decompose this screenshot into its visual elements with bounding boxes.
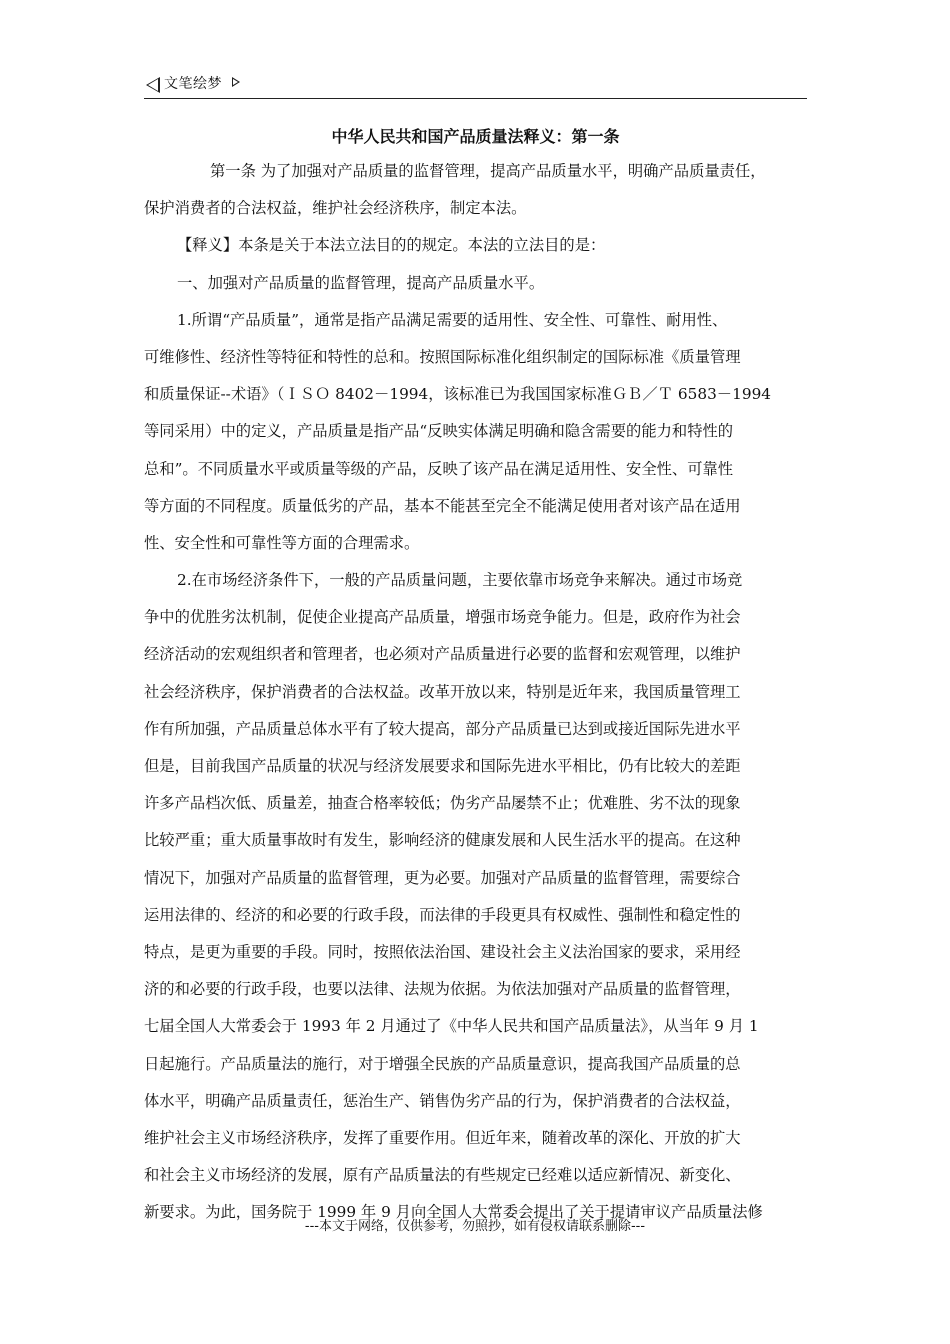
text-line: 一、加强对产品质量的监督管理，提高产品质量水平。 <box>177 273 545 292</box>
text-line: 新要求。为此，国务院于 1999 年 9 月向全国人大常委会提出了关于提请审议产品质量法修 <box>144 1203 763 1222</box>
text-line: 等同采用）中的定义，产品质量是指产品“反映实体满足明确和隐含需要的能力和特性的 <box>144 422 734 441</box>
text-line: 七届全国人大常委会于 1993 年 2 月通过了《中华人民共和国产品质量法》，从当年 9 月 1 <box>144 1017 759 1036</box>
left-triangle-icon <box>146 77 160 93</box>
text-line: 保护消费者的合法权益，维护社会经济秩序，制定本法。 <box>144 199 527 218</box>
page-header <box>144 74 807 99</box>
text-line: 和社会主义市场经济的发展，原有产品质量法的有些规定已经难以适应新情况、新变化、 <box>144 1166 741 1185</box>
text-line: 第一条 为了加强对产品质量的监督管理，提高产品质量水平，明确产品质量责任， <box>210 162 766 180</box>
text-line: 1.所谓“产品质量”，通常是指产品满足需要的适用性、安全性、可靠性、耐用性、 <box>177 310 728 329</box>
text-line: 特点，是更为重要的手段。同时，按照依法治国、建设社会主义法治国家的要求，采用经 <box>144 942 741 961</box>
text-line: 情况下，加强对产品质量的监督管理，更为必要。加强对产品质量的监督管理，需要综合 <box>144 868 741 887</box>
text-line: 比较严重；重大质量事故时有发生，影响经济的健康发展和人民生活水平的提高。在这种 <box>144 831 741 850</box>
text-line: 体水平，明确产品质量责任，惩治生产、销售伪劣产品的行为，保护消费者的合法权益， <box>144 1091 741 1110</box>
text-line: 等方面的不同程度。质量低劣的产品，基本不能甚至完全不能满足使用者对该产品在适用 <box>144 496 741 515</box>
text-line: 总和”。不同质量水平或质量等级的产品，反映了该产品在满足适用性、安全性、可靠性 <box>144 459 734 478</box>
text-line: 济的和必要的行政手段，也要以法律、法规为依据。为依法加强对产品质量的监督管理， <box>144 980 741 999</box>
document-title: 中华人民共和国产品质量法释义：第一条 <box>331 127 620 146</box>
text-line: 维护社会主义市场经济秩序，发挥了重要作用。但近年来，随着改革的深化、开放的扩大 <box>144 1128 741 1147</box>
text-line: 但是，目前我国产品质量的状况与经济发展要求和国际先进水平相比，仍有比较大的差距 <box>144 757 741 775</box>
text-line: 【释义】本条是关于本法立法目的的规定。本法的立法目的是： <box>177 236 606 255</box>
text-line: 可维修性、经济性等特征和特性的总和。按照国际标准化组织制定的国际标准《质量管理 <box>144 347 741 366</box>
text-line: 日起施行。产品质量法的施行，对于增强全民族的产品质量意识，提高我国产品质量的总 <box>144 1054 741 1073</box>
header-brand: 文笔绘梦 <box>164 76 222 92</box>
text-line: 2.在市场经济条件下，一般的产品质量问题，主要依靠市场竞争来解决。通过市场竞 <box>177 571 743 590</box>
text-line: 许多产品档次低、质量差，抽查合格率较低；伪劣产品屡禁不止；优难胜、劣不汰的现象 <box>144 794 741 813</box>
text-line: 和质量保证--术语》（ＩＳＯ 8402－1994，该标准已为我国国家标准ＧＢ／Ｔ 6583－1994 <box>144 385 772 404</box>
text-line: 作有所加强，产品质量总体水平有了较大提高，部分产品质量已达到或接近国际先进水平 <box>144 719 741 738</box>
document-body <box>144 153 807 1231</box>
text-line: 社会经济秩序，保护消费者的合法权益。改革开放以来，特别是近年来，我国质量管理工 <box>144 682 741 701</box>
text-line: 性、安全性和可靠性等方面的合理需求。 <box>144 533 420 552</box>
text-line: 经济活动的宏观组织者和管理者，也必须对产品质量进行必要的监督和宏观管理，以维护 <box>144 645 741 664</box>
right-triangle-icon <box>232 77 240 87</box>
text-line: 争中的优胜劣汰机制，促使企业提高产品质量，增强市场竞争能力。但是，政府作为社会 <box>144 608 741 627</box>
page-footer: ---本文于网络，仅供参考，勿照抄，如有侵权请联系删除--- <box>304 1219 646 1234</box>
text-line: 运用法律的、经济的和必要的行政手段，而法律的手段更具有权威性、强制性和稳定性的 <box>144 905 741 924</box>
